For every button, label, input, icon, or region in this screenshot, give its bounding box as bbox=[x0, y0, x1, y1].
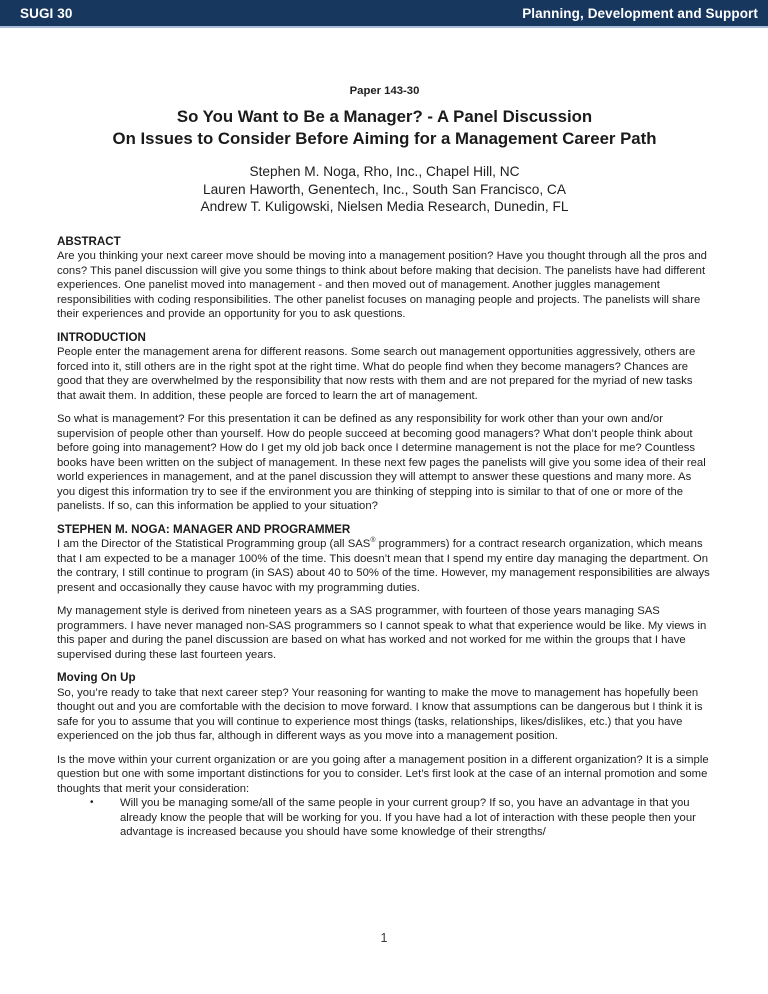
noga-paragraph-1 bbox=[57, 537, 712, 595]
registered-trademark-symbol: ® bbox=[370, 537, 376, 545]
header-bar bbox=[0, 0, 768, 28]
paper-number: Paper 143-30 bbox=[349, 85, 420, 97]
header-track-label: Planning, Development and Support bbox=[522, 5, 758, 21]
subsection-heading-moving-on-up: Moving On Up bbox=[57, 671, 136, 684]
section-heading-noga: STEPHEN M. NOGA: MANAGER AND PROGRAMMER bbox=[57, 522, 351, 536]
paper-title bbox=[57, 106, 712, 150]
introduction-paragraph-1: People enter the management arena for different reasons. Some search out management opportunities aggressively, others are forced into it, still others are in the right spot at the right time. What do people find when they become managers? Chances are good that they are overwhelmed by the responsibility that now rests with them and are not prepared for the myriad of new tasks that await them. In addition, these people are forced to learn the art of management. bbox=[57, 346, 696, 402]
introduction-paragraph-2: So what is management? For this presentation it can be defined as any responsibility for work other than your own and/or supervision of people other than yourself. How do people succeed at becoming good managers? What don’t people think about before going into management? How do I get my old job back once I determine management is not the place for me? Countless books have been written on the subject of management. In these next few pages the panelists will give you some idea of their real world experiences in management, and at the panel discussion they will attempt to answer these questions and many more. As you digest this information try to see if the environment you are thinking of stepping into is similar to that of one or more of the panelists. If so, can this information be applied to your situation? bbox=[57, 413, 706, 512]
section-heading-introduction: INTRODUCTION bbox=[57, 330, 146, 344]
abstract-paragraph: Are you thinking your next career move should be moving into a management position? Have you thought through all the pros and cons? This panel discussion will give you some things to think about before making that decision. The panelists have had different experiences. One panelist moved into management - and then moved out of management. Another juggles management responsibilities with coding responsibilities. The other panelist focuses on managing people and projects. The panelists will share their experiences and provide an opportunity for you to ask questions. bbox=[57, 250, 707, 320]
section-heading-abstract: ABSTRACT bbox=[57, 234, 121, 248]
page-number: 1 bbox=[380, 931, 388, 945]
header-conference-label: SUGI 30 bbox=[20, 5, 73, 21]
author-line: Stephen M. Noga, Rho, Inc., Chapel Hill, NC bbox=[249, 164, 520, 179]
noga-paragraph-2: My management style is derived from nineteen years as a SAS programmer, with fourteen of those years managing SAS programmers. I have never managed non-SAS programmers so I cannot speak to what that experience would be like. My views in this paper and during the panel discussion are based on what has worked and not worked for me within the groups that I have supervised during these last fourteen years. bbox=[57, 605, 707, 661]
author-line: Andrew T. Kuligowski, Nielsen Media Research, Dunedin, FL bbox=[200, 199, 569, 214]
noga-paragraph-1-pre: I am the Director of the Statistical Programming group (all SAS bbox=[57, 538, 371, 550]
list-item bbox=[57, 796, 712, 840]
moving-on-up-paragraph-1: So, you’re ready to take that next career step? Your reasoning for wanting to make the move to management has hopefully been thought out and you are comfortable with the decision to move forward. I know that assumptions can be dangerous but I think it is safe for you to assume that you will continue to experience most things (tasks, relationships, likes/dislikes, etc.) that you have experienced on the job thus far, although in different ways as you move into a management position. bbox=[57, 686, 703, 742]
paper-page bbox=[0, 28, 768, 840]
list-item-text: Will you be managing some/all of the same people in your current group? If so, you have an advantage in that you already know the people that will be working for you. If you have had a lot of interaction with these people then your advantage is increased because you should have some knowledge of their strengths/ bbox=[120, 797, 696, 838]
title-line-2: On Issues to Consider Before Aiming for a Management Career Path bbox=[112, 129, 657, 148]
author-list bbox=[57, 163, 712, 216]
moving-on-up-paragraph-2: Is the move within your current organization or are you going after a management position in a different organization? It is a simple question but one with some important distinctions for you to consider. Let’s first look at the case of an internal promotion and some thoughts that merit your consideration: bbox=[57, 753, 709, 795]
title-line-1: So You Want to Be a Manager? - A Panel Discussion bbox=[176, 107, 593, 126]
author-line: Lauren Haworth, Genentech, Inc., South San Francisco, CA bbox=[203, 181, 566, 197]
noga-paragraph-1-post: programmers) for a contract research organization, which means that I am expected to be a manager 100% of the time. This doesn’t mean that I spend my entire day managing the department. On the contrary, I still continue to program (in SAS) about 40 to 50% of the time. However, my management responsibilities are always present and occasionally they cause havoc with my programming duties. bbox=[57, 538, 710, 594]
bullet-marker: • bbox=[90, 797, 94, 808]
